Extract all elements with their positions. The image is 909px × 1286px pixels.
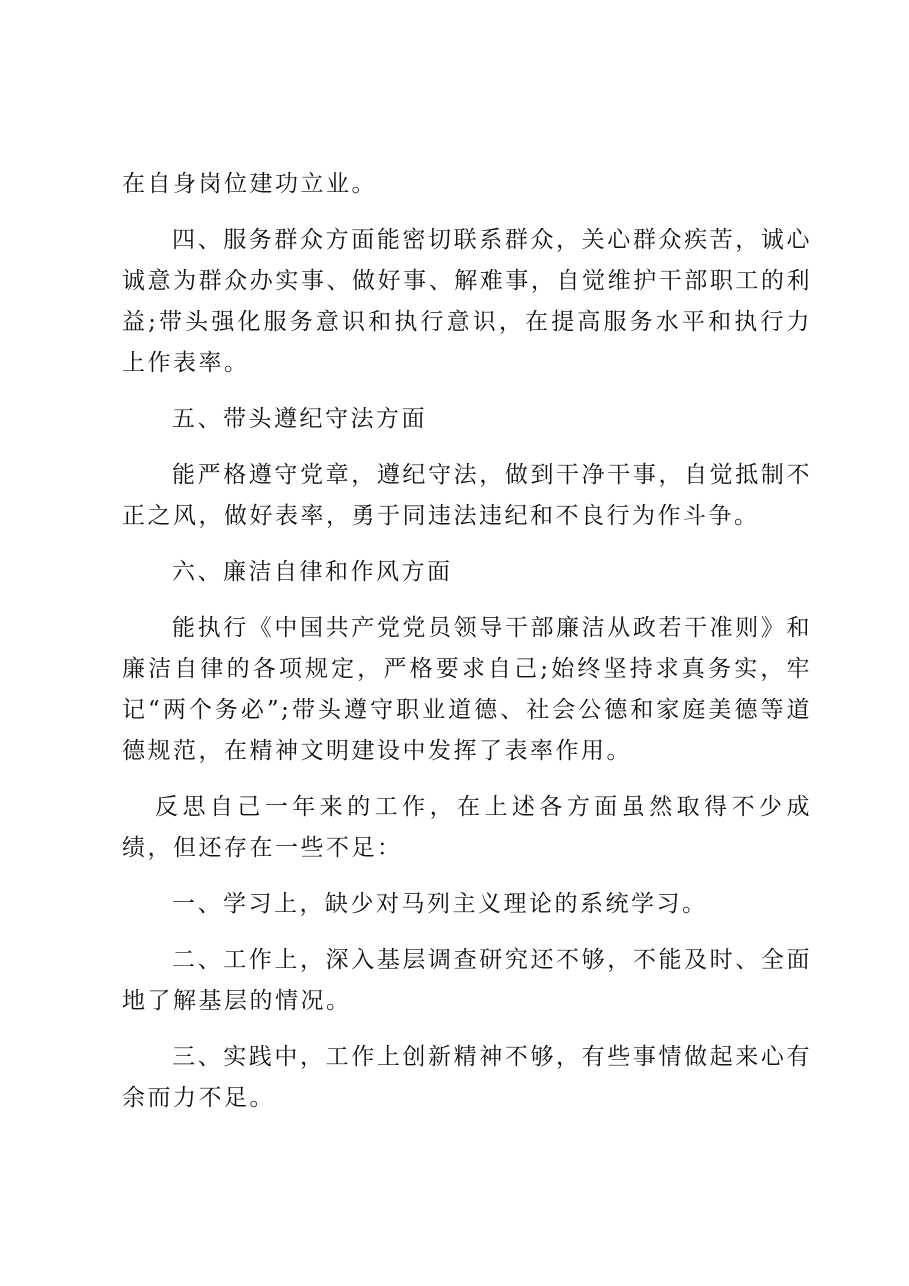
heading-integrity: 六、廉洁自律和作风方面 [172, 559, 453, 585]
paragraph-shortcoming-work: 二、工作上，深入基层调查研究还不够，不能及时、全面地了解基层的情况。 [122, 947, 812, 1014]
paragraph-shortcoming-study: 一、学习上，缺少对马列主义理论的系统学习。 [172, 891, 708, 917]
paragraph-reflection: 反思自己一年来的工作，在上述各方面虽然取得不少成绩，但还存在一些不足： [122, 794, 812, 861]
heading-law-abiding: 五、带头遵纪守法方面 [172, 406, 427, 432]
document-body [122, 164, 812, 1134]
paragraph-continuation: 在自身岗位建功立业。 [122, 171, 377, 197]
paragraph-law-abiding: 能严格遵守党章，遵纪守法，做到干净干事，自觉抵制不正之风，做好表率，勇于同违法违纪和不良行为作斗争。 [122, 462, 812, 529]
paragraph-shortcoming-practice: 三、实践中，工作上创新精神不够，有些事情做起来心有余而力不足。 [122, 1044, 812, 1111]
paragraph-integrity: 能执行《中国共产党党员领导干部廉洁从政若干准则》和廉洁自律的各项规定，严格要求自己;始终坚持求真务实，牢记“两个务必”;带头遵守职业道德、社会公德和家庭美德等道德规范，在精神文明建设中发挥了表率作用。 [122, 615, 812, 764]
paragraph-service-masses: 四、服务群众方面能密切联系群众，关心群众疾苦，诚心诚意为群众办实事、做好事、解难事，自觉维护干部职工的利益;带头强化服务意识和执行意识，在提高服务水平和执行力上作表率。 [122, 227, 812, 376]
